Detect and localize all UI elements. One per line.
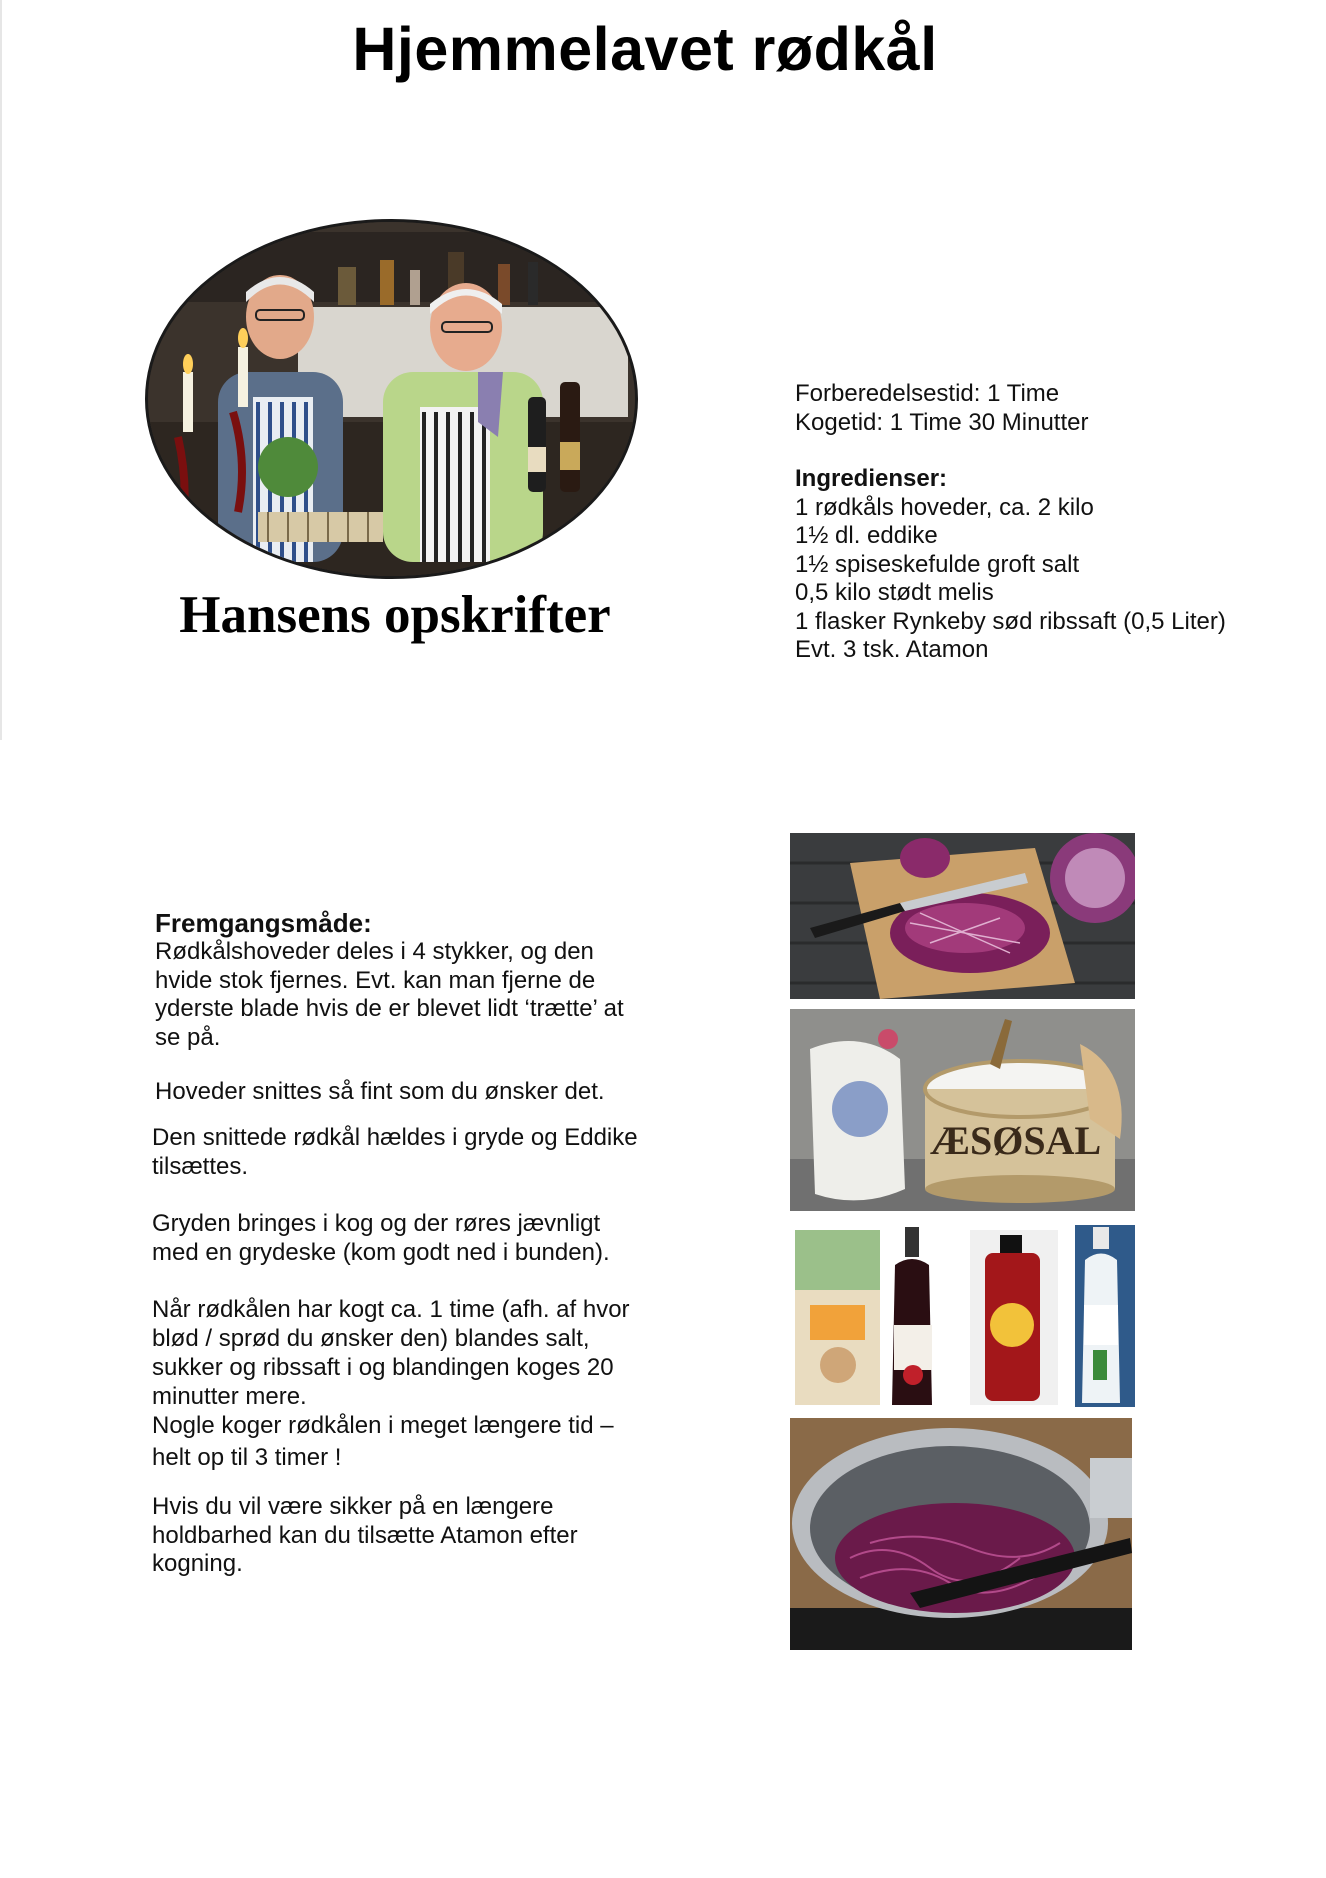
products-photo [790,1225,1135,1407]
method-paragraph-4 [152,1210,672,1267]
method-line: helt op til 3 timer ! [152,1444,342,1471]
salt-photo [790,1009,1135,1211]
method-paragraph-2: Hoveder snittes så fint som du ønsker det. [155,1078,605,1105]
method-line: Når rødkålen har kogt ca. 1 time (afh. af hvor [152,1296,630,1323]
ingredient-item: 1½ spiseskefulde groft salt [795,550,1080,578]
page-edge-line [0,0,2,740]
ingredient-item: Evt. 3 tsk. Atamon [795,636,989,663]
method-paragraph-5 [152,1295,672,1472]
method-line: yderste blade hvis de er blevet lidt ‘trætte’ at [155,995,624,1022]
cook-time: Kogetid: 1 Time 30 Minutter [795,408,1089,436]
ingredient-item: 1 flasker Rynkeby sød ribssaft (0,5 Liter) [795,607,1226,635]
prep-time: Forberedelsestid: 1 Time [795,380,1060,407]
method-line: hvide stok fjernes. Evt. kan man fjerne de [155,966,596,994]
method-line: Den snittede rødkål hældes i gryde og Eddike [152,1124,638,1151]
method-line: blød / sprød du ønsker den) blandes salt, [152,1325,590,1352]
method-paragraph-3 [152,1124,672,1181]
method-line: med en grydeske (kom godt ned i bunden). [152,1238,610,1266]
method-paragraph-6 [152,1493,672,1579]
method-line: Nogle koger rødkålen i meget længere tid – [152,1412,614,1439]
method-line: sukker og ribssaft i og blandingen koges 20 [152,1354,614,1381]
method-paragraph-1 [155,938,675,1052]
salt-box-text: ÆSØSAL [930,1118,1102,1163]
pot-photo [790,1418,1132,1650]
method-line: tilsættes. [152,1152,249,1180]
cooks-photo [145,219,638,579]
recipe-info [795,380,1226,665]
cooks-photo-illustration [148,222,635,576]
page-title: Hjemmelavet rødkål [352,15,938,83]
method-line: minutter mere. [152,1383,307,1410]
ingredient-item: 1½ dl. eddike [795,522,938,549]
method-line: se på. [155,1023,221,1051]
method-line: Hvis du vil være sikker på en længere [152,1493,554,1520]
method-line: kogning. [152,1550,243,1577]
method-line: Rødkålshoveder deles i 4 stykker, og den [155,938,594,965]
ingredients-heading: Ingredienser: [795,465,948,492]
ingredient-item: 0,5 kilo stødt melis [795,579,994,606]
method-line: Gryden bringes i kog og der røres jævnligt [152,1210,601,1237]
method-line: holdbarhed kan du tilsætte Atamon efter [152,1521,578,1549]
ingredient-item: 1 rødkåls hoveder, ca. 2 kilo [795,493,1094,521]
cutting-board-photo [790,833,1135,999]
brand-name: Hansens opskrifter [179,586,611,644]
method-heading: Fremgangsmåde: [155,908,372,938]
